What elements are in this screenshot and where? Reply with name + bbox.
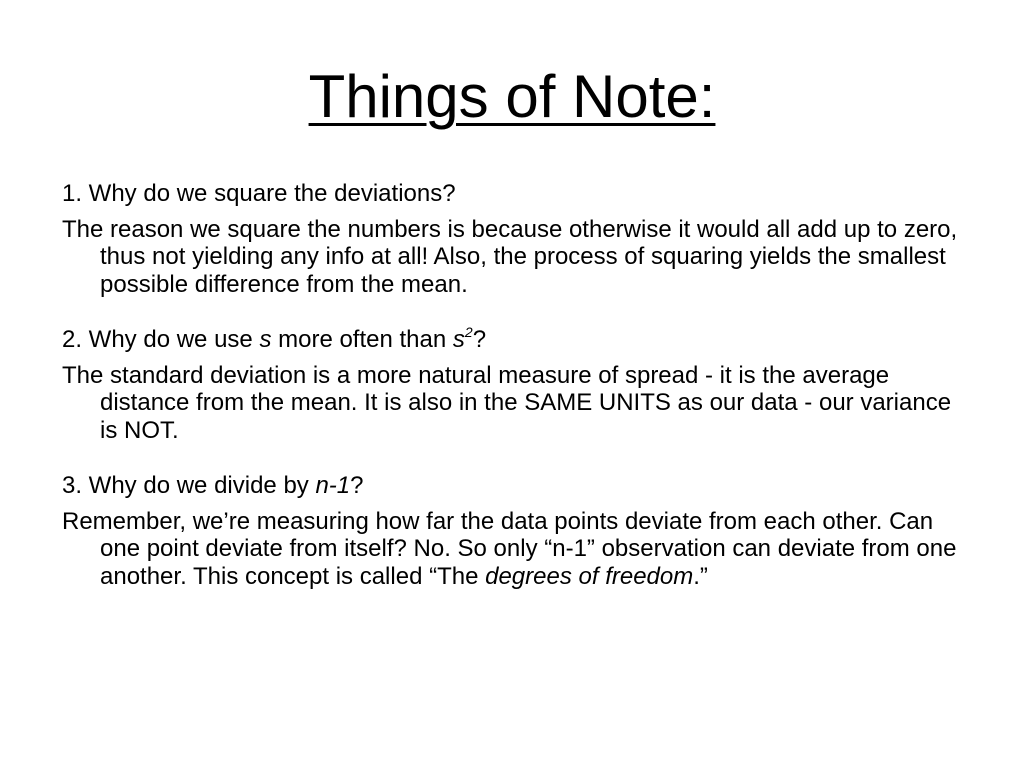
note-item-3: [62, 472, 972, 590]
answer-3-prefix: Remember, we’re measuring how far the data points deviate from each other. Can one point deviate from itself? No. So only “n-1” observation can deviate from one another. This concept is called “The: [62, 507, 957, 590]
answer-3: [62, 508, 972, 591]
question-3: [62, 472, 972, 500]
question-2-exponent: [465, 324, 473, 340]
spacer: [62, 444, 972, 472]
slide-title: Things of Note:: [308, 63, 716, 130]
spacer: [62, 298, 972, 326]
question-1: [62, 180, 972, 208]
question-2-var-s: s: [259, 326, 272, 353]
answer-2: The standard deviation is a more natural measure of spread - it is the average distance from the mean. It is also in the SAME UNITS as our data - our variance is NOT.: [62, 361, 952, 444]
question-2-var-s-squared: s: [452, 326, 465, 353]
question-3-suffix: ?: [350, 472, 364, 499]
question-2-suffix: ?: [472, 326, 487, 353]
answer-3-suffix: .”: [693, 562, 708, 590]
question-3-prefix: 3. Why do we divide by: [62, 472, 316, 499]
question-2-mid: more often than: [271, 326, 453, 353]
question-2: [62, 326, 972, 354]
question-1-text: 1. Why do we square the deviations?: [62, 180, 456, 207]
slide-body: [62, 180, 972, 590]
question-2-exponent-text: 2: [464, 324, 473, 340]
answer-1: The reason we square the numbers is because otherwise it would all add up to zero, thus not yielding any info at all! Also, the process of squaring yields the smallest possible difference from the mean.: [62, 215, 958, 298]
question-2-prefix: 2. Why do we use: [62, 326, 260, 353]
answer-3-emphasis: degrees of freedom: [485, 562, 694, 590]
question-3-var-n-minus-1: n-1: [315, 472, 351, 499]
note-item-2: [62, 326, 972, 444]
note-item-1: [62, 180, 972, 298]
